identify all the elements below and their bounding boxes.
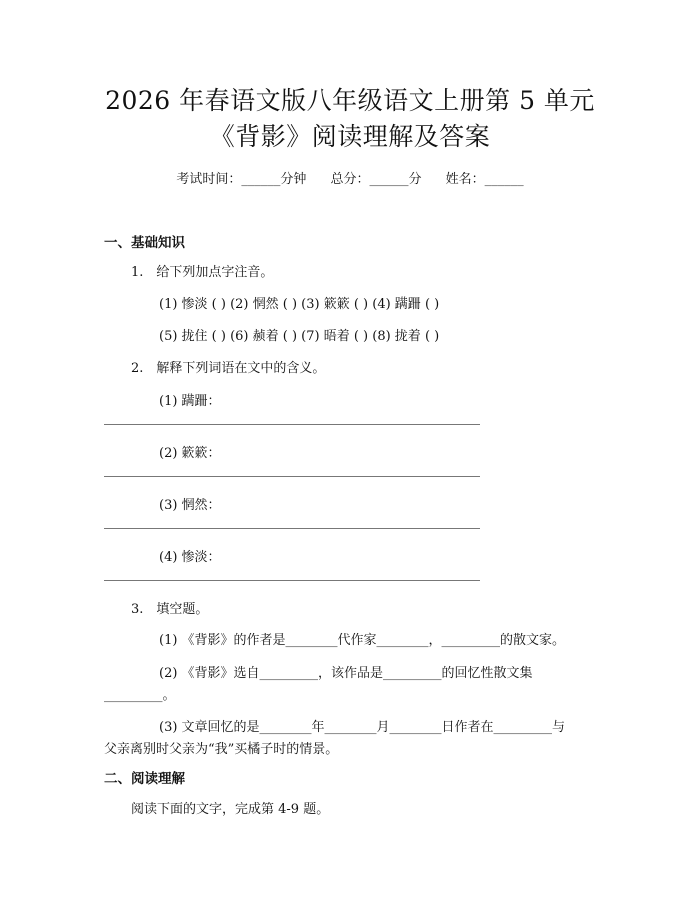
section-heading-basics: 一、基础知识 [104, 235, 185, 251]
exam-score: 总分：______分 [330, 172, 422, 187]
answer-line [104, 424, 480, 425]
answer-line [104, 580, 480, 581]
question-3-fill-1: (1) 《背影》的作者是________代作家________，_________的散文家。 [159, 633, 566, 648]
answer-line [104, 528, 480, 529]
doc-title-line1: 2026 年春语文版八年级语文上册第 5 单元 [105, 86, 595, 115]
reading-intro: 阅读下面的文字，完成第 4-9 题。 [131, 802, 330, 817]
question-2-item: (1) 蹒跚： [159, 394, 221, 409]
doc-title-line2: 《背影》阅读理解及答案 [209, 122, 491, 151]
question-3-prompt: 3. 填空题。 [131, 602, 209, 617]
question-3-fill-3: (3) 文章回忆的是________年________月________日作者在_________与 [159, 720, 566, 735]
question-1-row-2: (5) 拢住 ( ) (6) 赪着 ( ) (7) 晤着 ( ) (8) 拢着 ( ) [159, 329, 440, 344]
question-2-item: (4) 惨淡： [159, 550, 221, 565]
question-3-fill-2: (2) 《背影》选自_________，该作品是_________的回忆性散文集 [159, 666, 533, 681]
question-2-prompt: 2. 解释下列词语在文中的含义。 [131, 361, 326, 376]
answer-line [104, 476, 480, 477]
section-heading-reading: 二、阅读理解 [104, 771, 185, 787]
question-1-row-1: (1) 惨淡 ( ) (2) 惘然 ( ) (3) 簌簌 ( ) (4) 蹒跚 ( ) [159, 297, 440, 312]
question-3-fill-3-cont: 父亲离别时父亲为“我”买橘子时的情景。 [104, 742, 339, 757]
exam-time: 考试时间：______分钟 [176, 172, 307, 187]
question-3-fill-2-cont: _________。 [104, 688, 176, 703]
question-1-prompt: 1. 给下列加点字注音。 [131, 265, 274, 280]
exam-meta [0, 168, 700, 187]
question-2-item: (3) 惘然： [159, 498, 221, 513]
question-2-item: (2) 簌簌： [159, 446, 221, 461]
exam-name: 姓名：______ [445, 172, 524, 187]
